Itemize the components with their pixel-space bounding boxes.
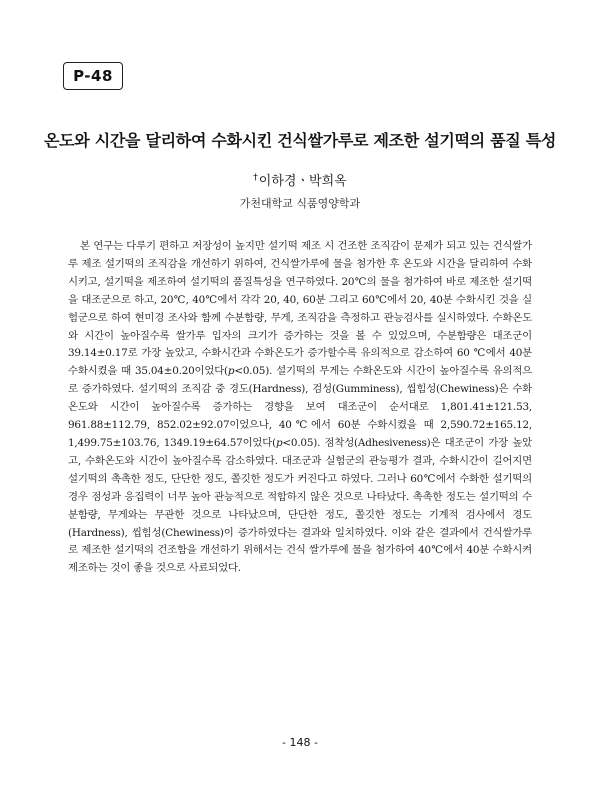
abstract-part-2: <0.05). 설기떡의 무게는 수화온도와 시간이 높아질수록 유의적으로 증가하였다. 설기떡의 조직감 중 경도(Hardness), 검성(Gumminess), 씹힘성(Chewiness)은 수화온도와 시간이 높아질수록 증가하는 경향을 보여 대조군이 순서대로 1,801.41±121.53, 961.88±112.79, 852.02±92.07이었으나, 40℃에서 60분 수화시켰을 때 2,590.72±165.12, 1,499.75±103.76, 1349.19±64.57이었다( bbox=[68, 365, 533, 449]
author-line bbox=[0, 170, 600, 189]
author-names: 이하경ㆍ박희옥 bbox=[258, 174, 347, 189]
paper-title: 온도와 시간을 달리하여 수화시킨 건식쌀가루로 제조한 설기떡의 품질 특성 bbox=[44, 131, 556, 150]
p-value-symbol: p bbox=[227, 365, 235, 378]
abstract-part-1: 본 연구는 다루기 편하고 저장성이 높지만 설기떡 제조 시 건조한 조직감이 문제가 되고 있는 건식쌀가루 제조 설기떡의 조직감을 개선하기 위하여, 건식쌀가루에 물을 첨가한 후 온도와 시간을 달리하여 수화시키고, 설기떡을 제조하여 설기떡의 품질특성을 연구하였다. 20℃의 물을 첨가하여 바로 제조한 설기떡을 대조군으로 하고, 20℃, 40℃에서 각각 20, 40, 60분 그리고 60℃에서 20, 40분 수화시킨 것을 실험군으로 하여 현미경 조사와 함께 수분함량, 무게, 조직감을 측정하고 관능검사를 실시하였다. 수화온도와 시간이 높아질수록 쌀가루 입자의 크기가 증가하는 것을 볼 수 있었으며, 수분함량은 대조군이 39.14±0.17로 가장 높았고, 수화시간과 수화온도가 증가할수록 유의적으로 감소하여 60 ℃에서 40분 수화시켰을 때 35.04±0.20이었다( bbox=[68, 240, 532, 378]
abstract-body bbox=[68, 238, 532, 578]
poster-number-badge bbox=[63, 62, 123, 90]
poster-number-label: P-48 bbox=[73, 67, 113, 85]
affiliation: 가천대학교 식품영양학과 bbox=[239, 197, 361, 210]
p-value-symbol: p bbox=[275, 436, 283, 449]
page-number: - 148 - bbox=[282, 736, 318, 749]
abstract-part-3: <0.05). 점착성(Adhesiveness)은 대조군이 가장 높았고, 수화온도와 시간이 높아질수록 감소하였다. 대조군과 실험군의 관능평가 결과, 수화시간이 길어지면 설기떡의 촉촉한 정도, 단단한 정도, 쫄깃한 정도가 커진다고 하였다. 그러나 60℃에서 수화한 설기떡의 경우 점성과 응집력이 너무 높아 관능적으로 적합하지 않은 것으로 나타났다. 촉촉한 정도는 설기떡의 수분함량, 무게와는 무관한 것으로 나타났으며, 단단한 정도, 쫄깃한 정도는 기계적 검사에서 경도(Hardness), 씹힘성(Chewiness)이 증가하였다는 결과와 일치하였다. 이와 같은 결과에서 건식쌀가루로 제조한 설기떡의 건조함을 개선하기 위해서는 건식 쌀가루에 물을 첨가하여 40℃에서 40분 수화시켜 제조하는 것이 좋을 것으로 사료되었다. bbox=[68, 436, 532, 575]
corresponding-author-mark: † bbox=[253, 173, 258, 183]
